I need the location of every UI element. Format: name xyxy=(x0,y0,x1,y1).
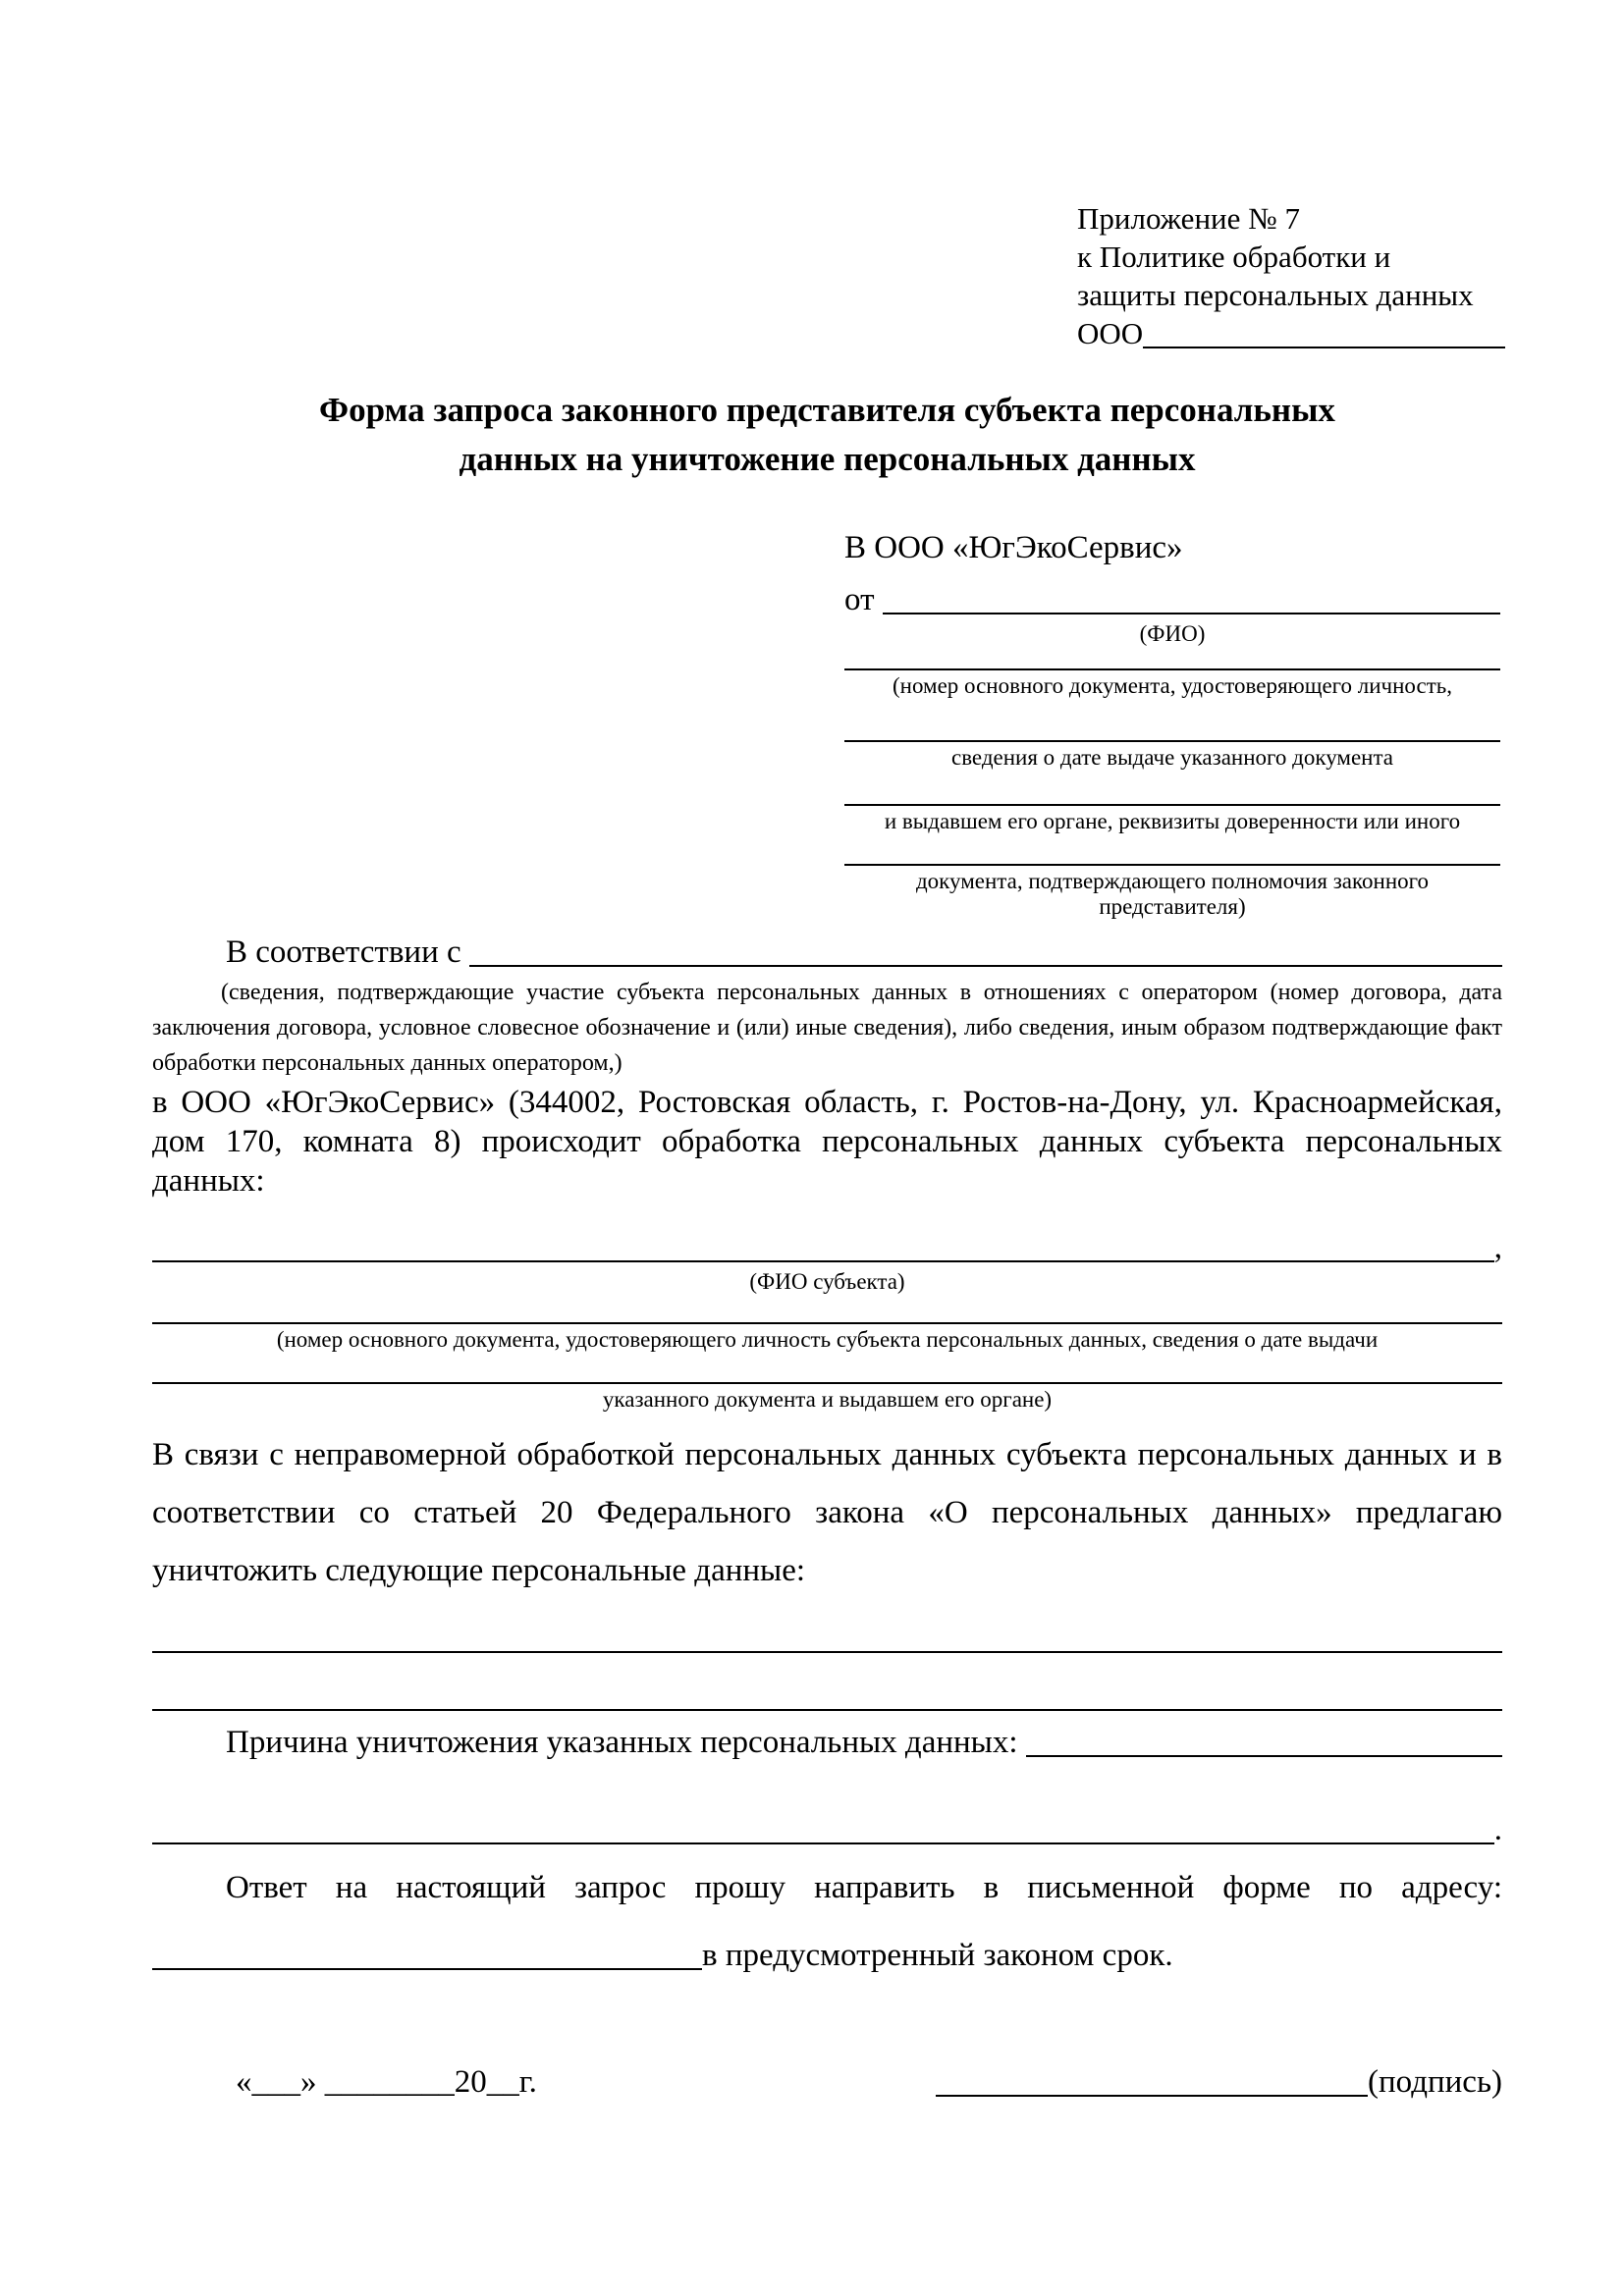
signature-field xyxy=(936,2064,1502,2101)
appendix-header xyxy=(1077,199,1505,352)
demand-paragraph: В связи с неправомерной обработкой персональных данных субъекта персональных данных и в соответствии со статьей 20 Федерального закона «О персональных данных» предлагаю уничтожить следующие персональные данные: xyxy=(152,1437,1502,1588)
date-blank-line: «___» ________20__г. xyxy=(236,2064,537,2100)
appendix-company-line xyxy=(1077,314,1505,352)
company-prefix: ООО xyxy=(1077,316,1144,350)
accordance-footnote: (сведения, подтверждающие участие субъекта персональных данных в отношениях с оператором (номер договора, дата заключения договора, условное словесное обозначение и (или) иные сведения), либо сведения, иным образом подтверждающие факт обработки персональных данных оператором,) xyxy=(152,980,1502,1076)
reason-blank-line-1 xyxy=(1026,1755,1502,1757)
id-document-blank-line-1 xyxy=(844,668,1500,670)
appendix-line-1: Приложение № 7 xyxy=(1077,201,1300,236)
caption-id-document-3: и выдавшем его органе, реквизиты доверенности или иного xyxy=(884,809,1461,833)
from-name-blank-line xyxy=(883,613,1500,614)
reason-line-suffix: . xyxy=(1493,1812,1502,1847)
operator-paragraph: в ООО «ЮгЭкоСервис» (344002, Ростовская область, г. Ростов-на-Дону, ул. Красноармейская, дом 170, комната 8) происходит обработка персональных данных субъекта персональных данных: xyxy=(152,1085,1502,1199)
caption-id-document-4: документа, подтверждающего полномочия законного представителя) xyxy=(915,869,1429,919)
reason-continuation-row xyxy=(152,1812,1502,1848)
addressee-block xyxy=(844,530,1500,920)
data-to-destroy-blank-line-2 xyxy=(152,1709,1502,1711)
reason-label: Причина уничтожения указанных персональных данных: xyxy=(226,1725,1018,1760)
caption-subject-document-1: (номер основного документа, удостоверяющего личность субъекта персональных данных, сведения о дате выдачи xyxy=(276,1327,1379,1352)
id-document-blank-line-4 xyxy=(844,864,1500,866)
data-to-destroy-blank-line-1 xyxy=(152,1651,1502,1653)
from-field-row xyxy=(844,582,1500,618)
appendix-line-2: к Политике обработки и xyxy=(1077,240,1391,274)
caption-id-document-2: сведения о дате выдаче указанного документа xyxy=(950,745,1394,770)
id-document-blank-line-3 xyxy=(844,804,1500,806)
reply-paragraph: Ответ на настоящий запрос прошу направить в письменной форме по адресу: xyxy=(226,1870,1502,1905)
subject-document-blank-line-2 xyxy=(152,1382,1502,1384)
accordance-label: В соответствии с xyxy=(226,934,461,970)
date-signature-row xyxy=(152,2064,1502,2101)
caption-subject-document-2: указанного документа и выдавшем его органе) xyxy=(602,1387,1053,1412)
addressee-to: В ООО «ЮгЭкоСервис» xyxy=(844,530,1183,565)
body-block xyxy=(152,934,1502,2101)
subject-fio-line-suffix: , xyxy=(1493,1230,1502,1265)
accordance-blank-line xyxy=(469,965,1502,967)
reason-field-row xyxy=(152,1725,1502,1761)
caption-id-document-1: (номер основного документа, удостоверяющего личность, xyxy=(892,673,1452,698)
caption-fio: (ФИО) xyxy=(1139,621,1206,646)
accordance-field-row xyxy=(152,934,1502,971)
reply-address-field-row xyxy=(152,1938,1502,1974)
signature-caption: (подпись) xyxy=(1368,2064,1502,2100)
reason-blank-line-2 xyxy=(152,1842,1494,1844)
reply-suffix: в предусмотренный законом срок. xyxy=(702,1938,1173,1973)
caption-subject-fio: (ФИО субъекта) xyxy=(749,1269,905,1294)
subject-fio-blank-line xyxy=(152,1260,1494,1262)
id-document-blank-line-2 xyxy=(844,740,1500,742)
subject-fio-field-row xyxy=(152,1230,1502,1266)
signature-blank-line xyxy=(936,2095,1368,2097)
subject-document-blank-line-1 xyxy=(152,1322,1502,1324)
page-title-line-2: данных на уничтожение персональных данных xyxy=(459,440,1196,478)
from-label: от xyxy=(844,582,875,617)
page-title xyxy=(152,386,1502,484)
company-name-blank-line xyxy=(1143,347,1505,348)
appendix-line-3: защиты персональных данных xyxy=(1077,278,1474,312)
page-title-line-1: Форма запроса законного представителя субъекта персональных xyxy=(319,391,1335,429)
reply-address-blank-line xyxy=(152,1968,702,1970)
